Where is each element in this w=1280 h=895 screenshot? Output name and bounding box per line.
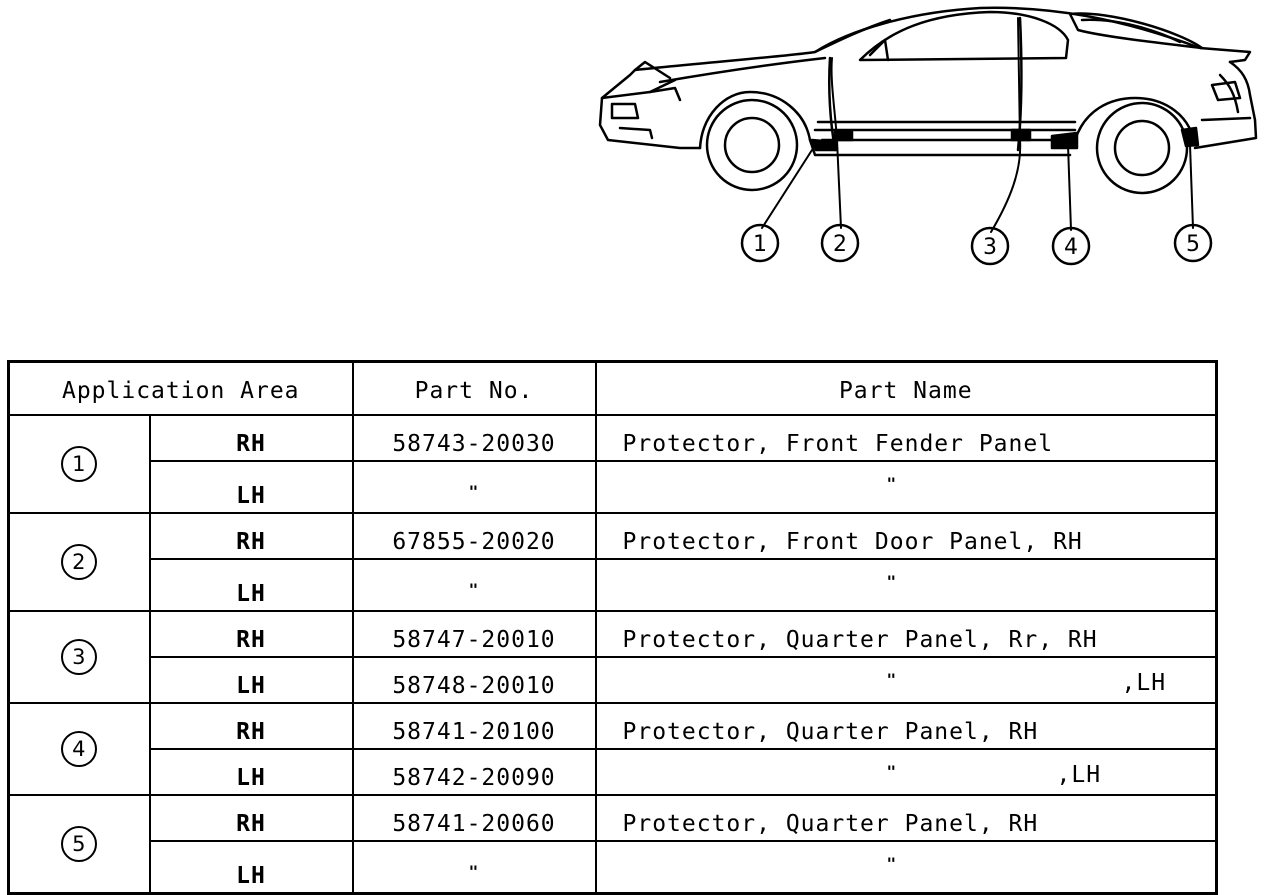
side-cell: LH bbox=[150, 657, 353, 703]
table-row bbox=[9, 559, 1217, 611]
car-body bbox=[600, 8, 1256, 155]
table-header-row bbox=[9, 362, 1217, 416]
part-name-cell: Protector, Quarter Panel, RH bbox=[596, 703, 1217, 749]
side-cell: RH bbox=[150, 795, 353, 841]
side-cell: RH bbox=[150, 703, 353, 749]
ditto-mark: " bbox=[468, 482, 480, 501]
callout-2 bbox=[822, 225, 858, 261]
table-row bbox=[9, 657, 1217, 703]
ditto-mark: " bbox=[886, 670, 898, 689]
car-side-view-diagram bbox=[590, 0, 1270, 280]
callout-5 bbox=[1175, 225, 1211, 261]
part-no-cell: 58741-20060 bbox=[353, 795, 596, 841]
side-cell: RH bbox=[150, 611, 353, 657]
side-cell: RH bbox=[150, 513, 353, 559]
application-area-cell bbox=[9, 703, 150, 795]
part-name-cell: Protector, Quarter Panel, RH bbox=[596, 795, 1217, 841]
area-number-circle: 3 bbox=[61, 639, 97, 675]
side-cell: LH bbox=[150, 749, 353, 795]
ditto-mark: " bbox=[886, 854, 898, 873]
table-row bbox=[9, 749, 1217, 795]
callout-5-label: 5 bbox=[1186, 232, 1200, 257]
table-row bbox=[9, 795, 1217, 841]
area-number-circle: 4 bbox=[61, 731, 97, 767]
side-cell: LH bbox=[150, 461, 353, 513]
callout-3 bbox=[972, 228, 1008, 264]
table-row bbox=[9, 841, 1217, 894]
part-name-cell: Protector, Front Door Panel, RH bbox=[596, 513, 1217, 559]
application-area-cell bbox=[9, 415, 150, 513]
area-number-circle: 1 bbox=[61, 446, 97, 482]
front-wheel bbox=[707, 100, 797, 190]
side-cell: RH bbox=[150, 415, 353, 461]
ditto-mark: " bbox=[468, 580, 480, 599]
part-no-cell: 58747-20010 bbox=[353, 611, 596, 657]
ditto-mark: " bbox=[886, 572, 898, 591]
part-no-cell: 58743-20030 bbox=[353, 415, 596, 461]
part-name-suffix: ,LH bbox=[1121, 670, 1167, 696]
part-no-cell: 58748-20010 bbox=[353, 657, 596, 703]
application-area-cell bbox=[9, 513, 150, 611]
table-row bbox=[9, 415, 1217, 461]
table-row bbox=[9, 703, 1217, 749]
side-cell: LH bbox=[150, 841, 353, 894]
part-no-cell bbox=[353, 559, 596, 611]
parts-table bbox=[7, 360, 1218, 895]
part-name-cell bbox=[596, 461, 1217, 513]
application-area-cell bbox=[9, 611, 150, 703]
rear-wheel bbox=[1097, 103, 1187, 193]
part-name-cell bbox=[596, 657, 1217, 703]
callout-1 bbox=[742, 225, 778, 261]
part-name-cell bbox=[596, 749, 1217, 795]
part-no-cell: 67855-20020 bbox=[353, 513, 596, 559]
callout-2-label: 2 bbox=[833, 232, 847, 257]
callout-3-label: 3 bbox=[983, 235, 997, 260]
part-name-cell bbox=[596, 841, 1217, 894]
part-name-suffix: ,LH bbox=[1056, 762, 1102, 788]
ditto-mark: " bbox=[886, 474, 898, 493]
ditto-mark: " bbox=[886, 762, 898, 781]
callout-4-label: 4 bbox=[1064, 235, 1078, 260]
part-name-cell bbox=[596, 559, 1217, 611]
side-cell: LH bbox=[150, 559, 353, 611]
part-no-cell bbox=[353, 841, 596, 894]
part-no-cell: 58741-20100 bbox=[353, 703, 596, 749]
area-number-circle: 5 bbox=[61, 826, 97, 862]
callout-1-label: 1 bbox=[753, 232, 767, 257]
table-row bbox=[9, 611, 1217, 657]
table-row bbox=[9, 513, 1217, 559]
part-no-cell: 58742-20090 bbox=[353, 749, 596, 795]
callout-4 bbox=[1053, 228, 1089, 264]
application-area-cell bbox=[9, 795, 150, 894]
ditto-mark: " bbox=[468, 862, 480, 881]
part-name-cell: Protector, Quarter Panel, Rr, RH bbox=[596, 611, 1217, 657]
parts-table-body bbox=[9, 415, 1217, 894]
header-application-area: Application Area bbox=[9, 362, 353, 416]
table-row bbox=[9, 461, 1217, 513]
header-part-no: Part No. bbox=[353, 362, 596, 416]
part-name-cell: Protector, Front Fender Panel bbox=[596, 415, 1217, 461]
area-number-circle: 2 bbox=[61, 544, 97, 580]
header-part-name: Part Name bbox=[596, 362, 1217, 416]
part-no-cell bbox=[353, 461, 596, 513]
